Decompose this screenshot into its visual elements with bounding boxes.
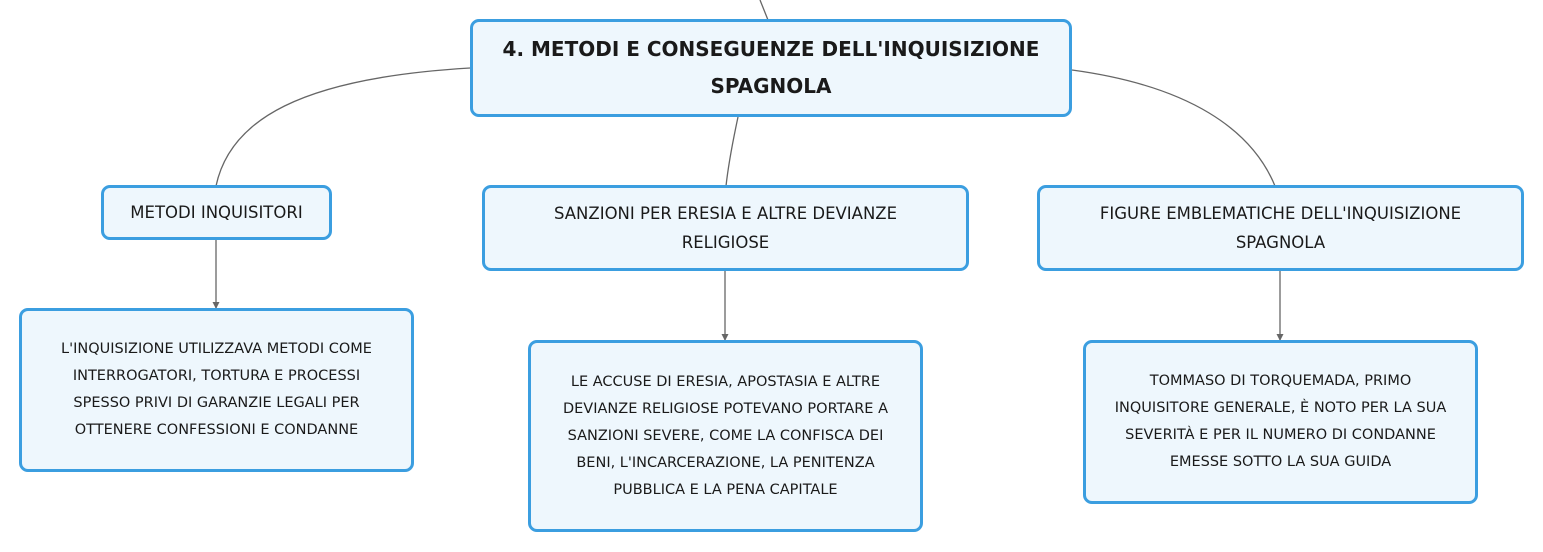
connector-root-to-metodi: [216, 68, 470, 186]
detail-line-1: TOMMASO DI TORQUEMADA, PRIMO: [1149, 373, 1412, 389]
branch-title-line-1: METODI INQUISITORI: [130, 203, 303, 222]
branch-node-figure-emblematiche[interactable]: [1037, 185, 1524, 271]
detail-line-2: DEVIANZE RELIGIOSE POTEVANO PORTARE A: [562, 400, 889, 417]
connector-root-to-figure: [1072, 70, 1275, 186]
branch-title-line-1: SANZIONI PER ERESIA E ALTRE DEVIANZE: [553, 204, 898, 223]
root-node[interactable]: [470, 19, 1072, 117]
detail-line-3: SPESSO PRIVI DI GARANZIE LEGALI PER: [73, 395, 360, 411]
detail-line-2: INQUISITORE GENERALE, È NOTO PER LA SUA: [1114, 400, 1447, 416]
detail-line-1: L'INQUISIZIONE UTILIZZAVA METODI COME: [61, 341, 372, 357]
detail-line-1: LE ACCUSE DI ERESIA, APOSTASIA E ALTRE: [570, 373, 881, 390]
connector-root-to-sanzioni: [726, 117, 738, 186]
detail-node-figure[interactable]: [1083, 340, 1478, 504]
branch-node-metodi-inquisitori[interactable]: [101, 185, 332, 240]
branch-node-sanzioni[interactable]: [482, 185, 969, 271]
detail-node-sanzioni[interactable]: [528, 340, 923, 532]
root-title-line-2: SPAGNOLA: [710, 74, 832, 98]
detail-node-metodi[interactable]: [19, 308, 414, 472]
detail-line-4: EMESSE SOTTO LA SUA GUIDA: [1169, 454, 1392, 470]
detail-line-3: SANZIONI SEVERE, COME LA CONFISCA DEI: [567, 427, 884, 444]
detail-line-4: OTTENERE CONFESSIONI E CONDANNE: [74, 422, 359, 438]
detail-line-2: INTERROGATORI, TORTURA E PROCESSI: [72, 368, 361, 384]
detail-line-5: PUBBLICA E LA PENA CAPITALE: [613, 481, 838, 498]
branch-title-line-1: FIGURE EMBLEMATICHE DELL'INQUISIZIONE: [1099, 204, 1462, 223]
root-title-line-1: 4. METODI E CONSEGUENZE DELL'INQUISIZIONE: [502, 37, 1040, 61]
detail-line-4: BENI, L'INCARCERAZIONE, LA PENITENZA: [576, 454, 875, 471]
connector-parent-to-root: [760, 0, 768, 20]
branch-title-line-2: SPAGNOLA: [1235, 233, 1326, 252]
detail-line-3: SEVERITÀ E PER IL NUMERO DI CONDANNE: [1125, 427, 1436, 443]
branch-title-line-2: RELIGIOSE: [681, 233, 770, 252]
